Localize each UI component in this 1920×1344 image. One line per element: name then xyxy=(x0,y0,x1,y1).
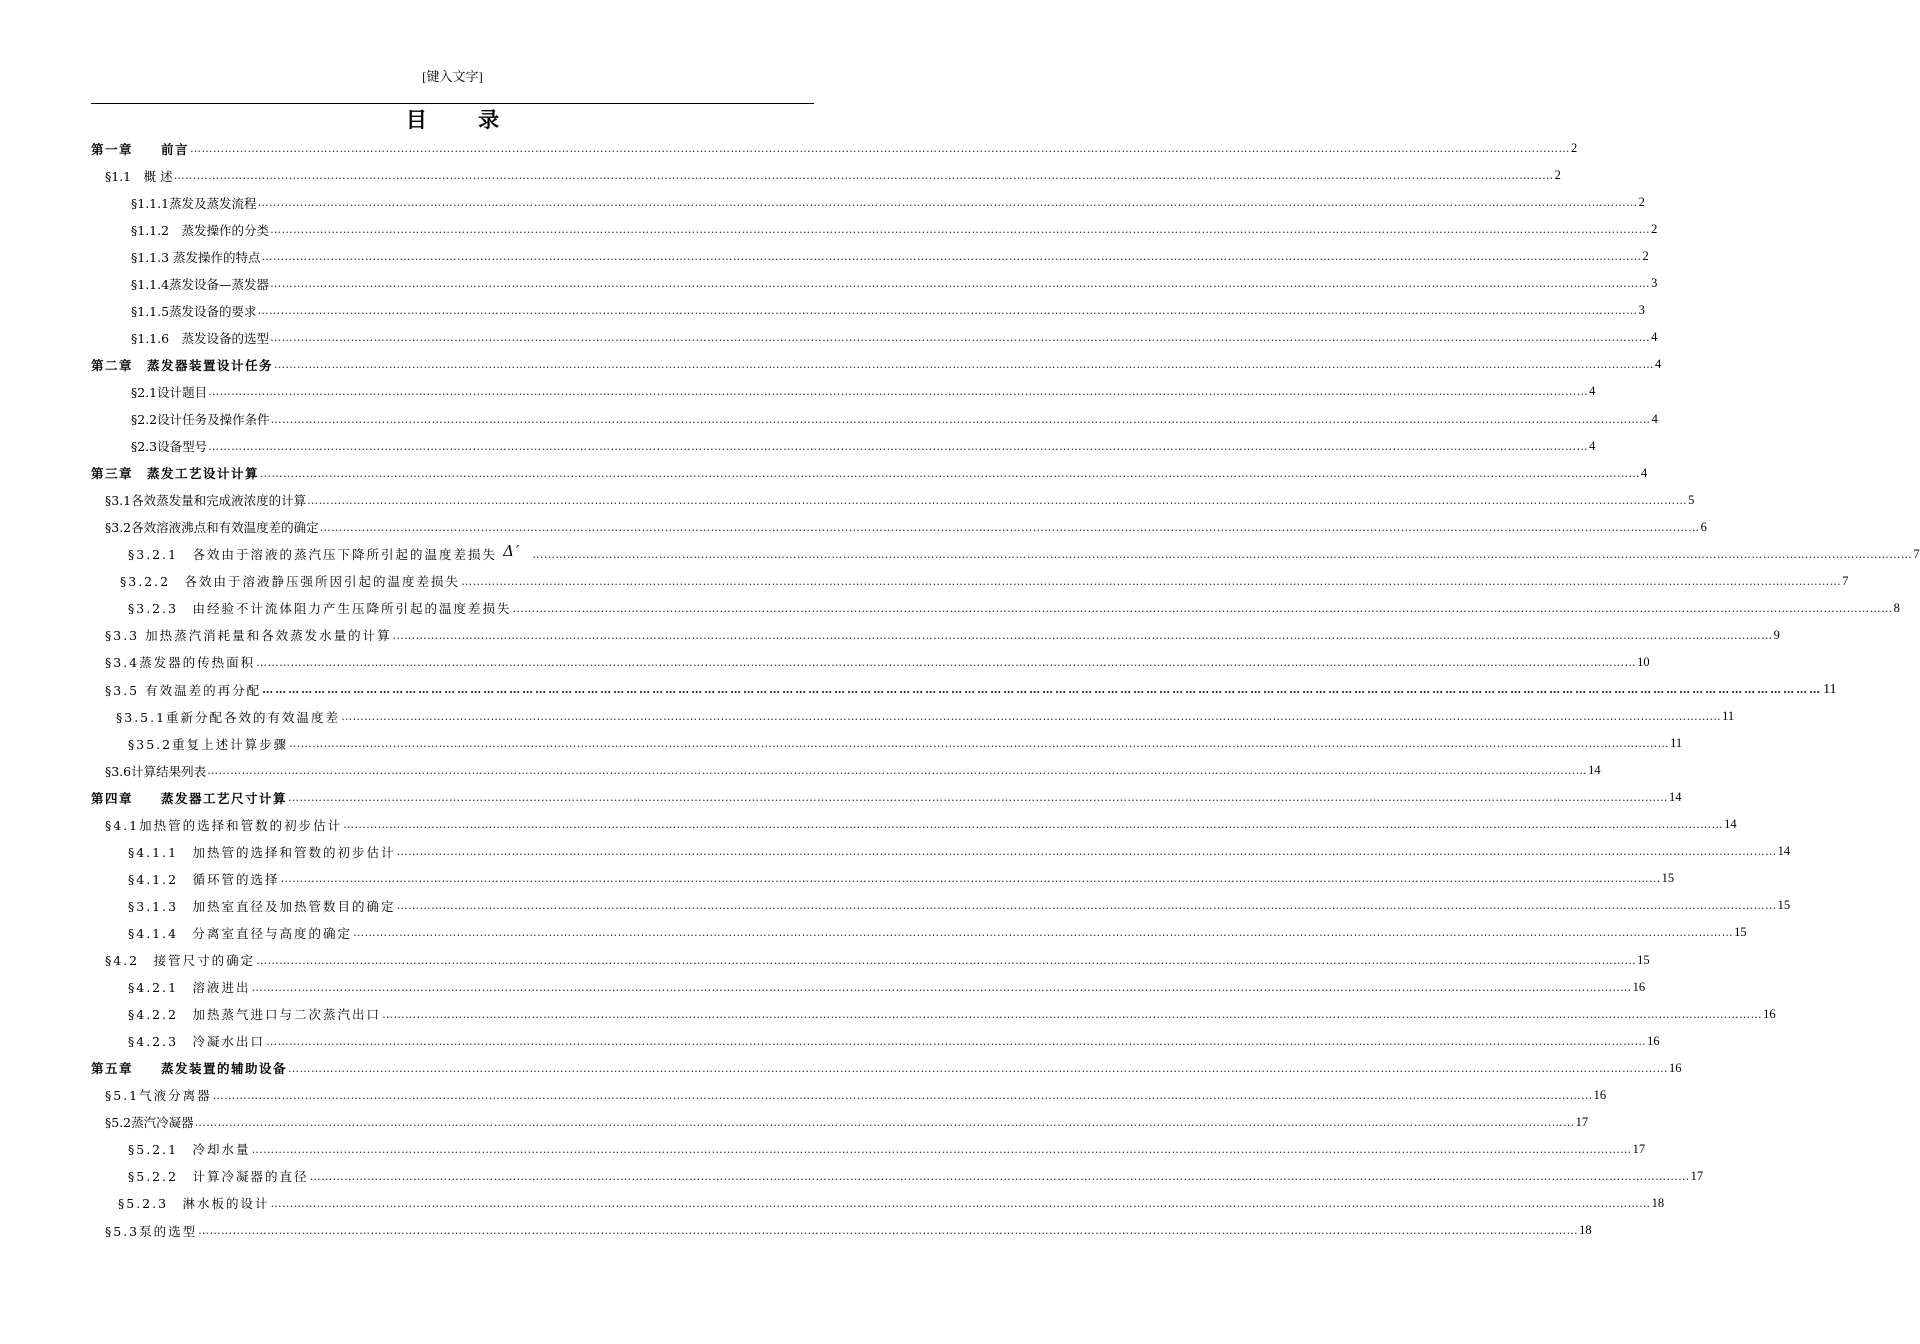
toc-entry-label: §2.2设计任务及操作条件 xyxy=(131,412,270,427)
toc-page-number: 9 xyxy=(1773,627,1780,642)
toc-entry-label: §4.1加热管的选择和管数的初步估计 xyxy=(105,817,343,833)
dot-leader: ……………………………………………………………………………………………………………………………………………………………………………………………………………………………………………………………………………………………………………………………… xyxy=(198,1224,1579,1237)
toc-page-number: 10 xyxy=(1637,654,1650,669)
toc-entry[interactable] xyxy=(128,865,1675,892)
toc-entry-label: §1.1.6 蒸发设备的选型 xyxy=(131,330,270,346)
dot-leader: ……………………………………………………………………………………………………………………………………………………………………………………………………………………………………………………………………………………………………………………………… xyxy=(341,710,1722,724)
toc-page-number: 11 xyxy=(1670,736,1683,751)
delta-prime-symbol: Δ′ xyxy=(503,542,522,561)
dot-leader: ……………………………………………………………………………………………………………………………………………………………………………………………………………………………………………………………………………………………………………………………… xyxy=(270,331,1651,345)
toc-page-number: 4 xyxy=(1641,465,1648,480)
toc-page-number: 15 xyxy=(1777,898,1791,913)
toc-entry[interactable] xyxy=(118,1190,1665,1217)
toc-entry-label: §4.1.2 循环管的选择 xyxy=(128,871,280,887)
toc-page-number: 14 xyxy=(1777,844,1791,859)
dot-leader: ……………………………………………………………………………………………………………………………………………………………………………………………………………………………………………………………………………………………………………………………… xyxy=(208,385,1589,399)
toc-entry-label: §5.3泵的选型 xyxy=(105,1223,198,1239)
toc-entry-label: 第三章 蒸发工艺设计计算 xyxy=(91,466,260,482)
dot-leader: ……………………………………………………………………………………………………………………………………………………………………………………………………………………………………………………………………………………………………………………………… xyxy=(260,466,1641,480)
toc-entry-label: §1.1.3 蒸发操作的特点 xyxy=(131,249,261,265)
dot-leader: ……………………………………………………………………………………………………………………………………………………………………………………………………………………………………………………………………………………………………………………………… xyxy=(262,683,1823,696)
dot-leader: ……………………………………………………………………………………………………………………………………………………………………………………………………………………………………………………………………………………………………………………………… xyxy=(382,1007,1763,1021)
toc-page-number: 2 xyxy=(1554,168,1561,183)
toc-entry-label: §4.2 接管尺寸的确定 xyxy=(105,953,256,968)
toc-page-number: 16 xyxy=(1763,1006,1776,1021)
toc-entry[interactable] xyxy=(131,433,1596,460)
toc-page-number: 5 xyxy=(1688,492,1695,507)
toc-entry[interactable] xyxy=(128,1136,1646,1163)
toc-page-number: 4 xyxy=(1589,384,1596,399)
toc-page-number: 18 xyxy=(1579,1223,1592,1237)
toc-entry[interactable] xyxy=(105,811,1737,838)
dot-leader: ……………………………………………………………………………………………………………………………………………………………………………………………………………………………………………………………………………………………………………………………… xyxy=(392,628,1773,642)
dot-leader: ……………………………………………………………………………………………………………………………………………………………………………………………………………………………………………………………………………………………………………………………… xyxy=(288,791,1669,805)
toc-entry-label: §4.2.3 冷凝水出口 xyxy=(128,1034,266,1050)
toc-entry[interactable] xyxy=(128,974,1646,1001)
dot-leader: ……………………………………………………………………………………………………………………………………………………………………………………………………………………………………………………………………………………………………………………………… xyxy=(190,142,1571,155)
page-header: [键入文字] xyxy=(422,69,483,84)
toc-entry-label: §4.2.1 溶液进出 xyxy=(128,980,251,996)
toc-page-number: 6 xyxy=(1700,519,1707,534)
toc-entry-label: §1.1 概 述 xyxy=(105,168,173,184)
toc-page-number: 3 xyxy=(1638,303,1645,318)
toc-page-number: 11 xyxy=(1722,709,1735,724)
dot-leader: ……………………………………………………………………………………………………………………………………………………………………………………………………………………………………………………………………………………………………………………………… xyxy=(256,953,1637,967)
dot-leader: ……………………………………………………………………………………………………………………………………………………………………………………………………………………………………………………………………………………………………………………………… xyxy=(274,358,1655,372)
toc-entry-label: §3.2.2 各效由于溶液静压强所因引起的温度差损失 xyxy=(120,574,461,590)
toc-chapter-entry[interactable] xyxy=(91,351,1662,378)
toc-page-number: 15 xyxy=(1661,871,1675,886)
toc-entry[interactable] xyxy=(128,730,1683,757)
toc-entry[interactable] xyxy=(116,703,1735,730)
toc-entry[interactable] xyxy=(128,1001,1776,1028)
toc-entry[interactable] xyxy=(105,757,1601,784)
toc-chapter-entry[interactable] xyxy=(91,135,1578,162)
dot-leader: ……………………………………………………………………………………………………………………………………………………………………………………………………………………………………………………………………………………………………………………………… xyxy=(270,1196,1651,1210)
toc-entry-label: §1.1.2 蒸发操作的分类 xyxy=(131,222,270,238)
dot-leader: ……………………………………………………………………………………………………………………………………………………………………………………………………………………………………………………………………………………………………………………………… xyxy=(207,764,1588,778)
toc-page-number: 7 xyxy=(1913,546,1920,561)
toc-entry-label: §3.4蒸发器的传热面积 xyxy=(105,655,256,671)
toc-entry[interactable] xyxy=(105,1082,1607,1109)
toc-entry[interactable] xyxy=(131,324,1658,351)
toc-page-number: 8 xyxy=(1893,600,1900,615)
dot-leader: ……………………………………………………………………………………………………………………………………………………………………………………………………………………………………………………………………………………………………………………………… xyxy=(212,1088,1593,1102)
toc-page-number: 16 xyxy=(1632,979,1646,994)
toc-entry-label: §3.2.3 由经验不计流体阻力产生压降所引起的温度差损失 xyxy=(128,601,512,617)
toc-page-number: 15 xyxy=(1734,925,1747,940)
dot-leader: ……………………………………………………………………………………………………………………………………………………………………………………………………………………………………………………………………………………………………………………………… xyxy=(309,1169,1690,1183)
toc-entry-label: §35.2重复上述计算步骤 xyxy=(128,736,289,752)
dot-leader: ……………………………………………………………………………………………………………………………………………………………………………………………………………………………………………………………………………………………………………………………… xyxy=(307,493,1688,507)
toc-page-number: 2 xyxy=(1571,141,1578,155)
toc-entry-label: §3.6计算结果列表 xyxy=(105,763,207,779)
dot-leader: ……………………………………………………………………………………………………………………………………………………………………………………………………………………………………………………………………………………………………………………………… xyxy=(261,250,1642,264)
toc-entry-label: 第五章 蒸发装置的辅助设备 xyxy=(91,1061,288,1077)
toc-entry-label: §3.2各效溶液沸点和有效温度差的确定 xyxy=(105,520,319,536)
toc-page-number: 4 xyxy=(1651,411,1658,426)
toc-entry-label: §3.2.1 各效由于溶液的蒸汽压下降所引起的温度差损失 xyxy=(128,547,498,563)
dot-leader: ……………………………………………………………………………………………………………………………………………………………………………………………………………………………………………………………………………………………………………………………… xyxy=(256,655,1637,669)
dot-leader: ……………………………………………………………………………………………………………………………………………………………………………………………………………………………………………………………………………………………………………………………… xyxy=(270,277,1651,291)
toc-entry[interactable] xyxy=(128,892,1791,919)
toc-entry[interactable] xyxy=(128,541,1920,568)
toc-entry[interactable] xyxy=(131,406,1658,433)
toc-page-number: 2 xyxy=(1638,195,1645,210)
toc-entry-label: §5.2.3 淋水板的设计 xyxy=(118,1196,270,1212)
toc-chapter-entry[interactable] xyxy=(91,460,1648,487)
dot-leader: ……………………………………………………………………………………………………………………………………………………………………………………………………………………………………………………………………………………………………………………………… xyxy=(512,601,1893,615)
toc-entry-label: §3.5.1重新分配各效的有效温度差 xyxy=(116,709,341,725)
dot-leader: ……………………………………………………………………………………………………………………………………………………………………………………………………………………………………………………………………………………………………………………………… xyxy=(396,899,1777,913)
toc-entry[interactable] xyxy=(131,216,1658,243)
toc-entry-label: §5.2.1 冷却水量 xyxy=(128,1142,251,1158)
toc-page-number: 7 xyxy=(1842,573,1849,588)
toc-page-number: 15 xyxy=(1637,952,1650,967)
dot-leader: ……………………………………………………………………………………………………………………………………………………………………………………………………………………………………………………………………………………………………………………………… xyxy=(396,845,1777,859)
page-title: 目 录 xyxy=(405,107,522,132)
toc-entry[interactable] xyxy=(105,487,1695,514)
toc-entry-label: §3.1各效蒸发量和完成液浓度的计算 xyxy=(105,493,307,509)
toc-entry-label: §4.1.4 分离室直径与高度的确定 xyxy=(128,925,353,941)
dot-leader: ……………………………………………………………………………………………………………………………………………………………………………………………………………………………………………………………………………………………………………………………… xyxy=(532,547,1913,561)
toc-entry[interactable] xyxy=(131,378,1596,405)
dot-leader: ……………………………………………………………………………………………………………………………………………………………………………………………………………………………………………………………………………………………………………………………… xyxy=(288,1061,1669,1075)
toc-entry-label: 第四章 蒸发器工艺尺寸计算 xyxy=(91,790,288,806)
toc-entry[interactable] xyxy=(105,947,1650,974)
toc-page-number: 14 xyxy=(1724,817,1737,832)
toc-entry-label: §1.1.5蒸发设备的要求 xyxy=(131,303,257,319)
toc-entry[interactable] xyxy=(105,162,1561,189)
toc-entry-label: §4.1.1 加热管的选择和管数的初步估计 xyxy=(128,844,396,860)
toc-entry[interactable] xyxy=(105,514,1707,541)
toc-entry[interactable] xyxy=(105,649,1650,676)
toc-page-number: 17 xyxy=(1575,1114,1589,1129)
toc-entry[interactable] xyxy=(105,676,1837,703)
toc-page-number: 4 xyxy=(1651,330,1658,345)
toc-page-number: 16 xyxy=(1593,1087,1607,1102)
dot-leader: ……………………………………………………………………………………………………………………………………………………………………………………………………………………………………………………………………………………………………………………………… xyxy=(257,196,1638,210)
toc-entry[interactable] xyxy=(131,297,1645,324)
toc-entry[interactable] xyxy=(105,622,1780,649)
dot-leader: ……………………………………………………………………………………………………………………………………………………………………………………………………………………………………………………………………………………………………………………………… xyxy=(270,223,1651,237)
toc-entry-label: 第一章 前言 xyxy=(91,141,190,157)
toc-page-number: 16 xyxy=(1669,1060,1682,1075)
toc-entry-label: §3.3 加热蒸汽消耗量和各效蒸发水量的计算 xyxy=(105,628,392,644)
toc-chapter-entry[interactable] xyxy=(91,784,1682,811)
toc-entry-label: §2.3设备型号 xyxy=(131,439,208,455)
dot-leader: ……………………………………………………………………………………………………………………………………………………………………………………………………………………………………………………………………………………………………………………………… xyxy=(280,872,1661,886)
toc-entry-label: §5.2.2 计算冷凝器的直径 xyxy=(128,1169,309,1185)
toc-entry[interactable] xyxy=(131,270,1658,297)
toc-entry[interactable] xyxy=(105,1217,1592,1244)
toc-entry-label: §1.1.1蒸发及蒸发流程 xyxy=(131,195,257,211)
toc-entry-label: §4.2.2 加热蒸气进口与二次蒸汽出口 xyxy=(128,1007,382,1023)
toc-page-number: 14 xyxy=(1588,763,1601,778)
toc-page-number: 16 xyxy=(1647,1033,1660,1048)
toc-entry[interactable] xyxy=(131,243,1649,270)
toc-entry-label: §3.1.3 加热室直径及加热管数目的确定 xyxy=(128,898,396,914)
toc-page-number: 2 xyxy=(1651,222,1658,237)
toc-entry-label: 第二章 蒸发器装置设计任务 xyxy=(91,357,274,373)
dot-leader: ……………………………………………………………………………………………………………………………………………………………………………………………………………………………………………………………………………………………………………………………… xyxy=(319,520,1700,534)
toc-page-number: 2 xyxy=(1642,249,1649,264)
dot-leader: ……………………………………………………………………………………………………………………………………………………………………………………………………………………………………………………………………………………………………………………………… xyxy=(173,169,1554,183)
toc-entry[interactable] xyxy=(128,1028,1660,1055)
toc-entry[interactable] xyxy=(128,838,1791,865)
dot-leader: ……………………………………………………………………………………………………………………………………………………………………………………………………………………………………………………………………………………………………………………………… xyxy=(266,1034,1647,1048)
toc-chapter-entry[interactable] xyxy=(91,1055,1682,1082)
dot-leader: ……………………………………………………………………………………………………………………………………………………………………………………………………………………………………………………………………………………………………………………………… xyxy=(251,1142,1632,1156)
dot-leader: ……………………………………………………………………………………………………………………………………………………………………………………………………………………………………………………………………………………………………………………………… xyxy=(353,926,1734,940)
toc-page-number: 17 xyxy=(1632,1141,1646,1156)
toc-page-number: 4 xyxy=(1655,357,1662,372)
dot-leader: ……………………………………………………………………………………………………………………………………………………………………………………………………………………………………………………………………………………………………………………………… xyxy=(208,439,1589,453)
toc-entry-label: §5.2蒸汽冷凝器 xyxy=(105,1115,194,1131)
toc-entry-label: §5.1气液分离器 xyxy=(105,1088,212,1104)
toc-page-number: 3 xyxy=(1651,276,1658,291)
dot-leader: ……………………………………………………………………………………………………………………………………………………………………………………………………………………………………………………………………………………………………………………………… xyxy=(270,412,1651,426)
toc-page-number: 11 xyxy=(1823,681,1837,697)
dot-leader: ……………………………………………………………………………………………………………………………………………………………………………………………………………………………………………………………………………………………………………………………… xyxy=(343,818,1724,832)
dot-leader: ……………………………………………………………………………………………………………………………………………………………………………………………………………………………………………………………………………………………………………………………… xyxy=(289,737,1670,751)
dot-leader: ……………………………………………………………………………………………………………………………………………………………………………………………………………………………………………………………………………………………………………………………… xyxy=(461,574,1842,588)
toc-page-number: 4 xyxy=(1589,438,1596,453)
toc-page-number: 14 xyxy=(1669,790,1682,805)
toc-entry[interactable] xyxy=(131,189,1645,216)
dot-leader: ……………………………………………………………………………………………………………………………………………………………………………………………………………………………………………………………………………………………………………………………… xyxy=(194,1115,1575,1129)
toc-entry[interactable] xyxy=(128,919,1747,946)
toc-entry[interactable] xyxy=(105,1109,1589,1136)
toc-entry-label: §1.1.4蒸发设备—蒸发器 xyxy=(131,276,270,292)
toc-entry[interactable] xyxy=(128,1163,1704,1190)
dot-leader: ……………………………………………………………………………………………………………………………………………………………………………………………………………………………………………………………………………………………………………………………… xyxy=(251,980,1632,994)
toc-page-number: 17 xyxy=(1690,1168,1704,1183)
toc-entry-label: §2.1设计题目 xyxy=(131,384,208,400)
toc-entry[interactable] xyxy=(128,595,1900,622)
dot-leader: ……………………………………………………………………………………………………………………………………………………………………………………………………………………………………………………………………………………………………………………………… xyxy=(257,304,1638,318)
toc-page-number: 18 xyxy=(1651,1195,1665,1210)
toc-entry[interactable] xyxy=(120,568,1849,595)
toc-entry-label: §3.5 有效温差的再分配 xyxy=(105,682,262,698)
